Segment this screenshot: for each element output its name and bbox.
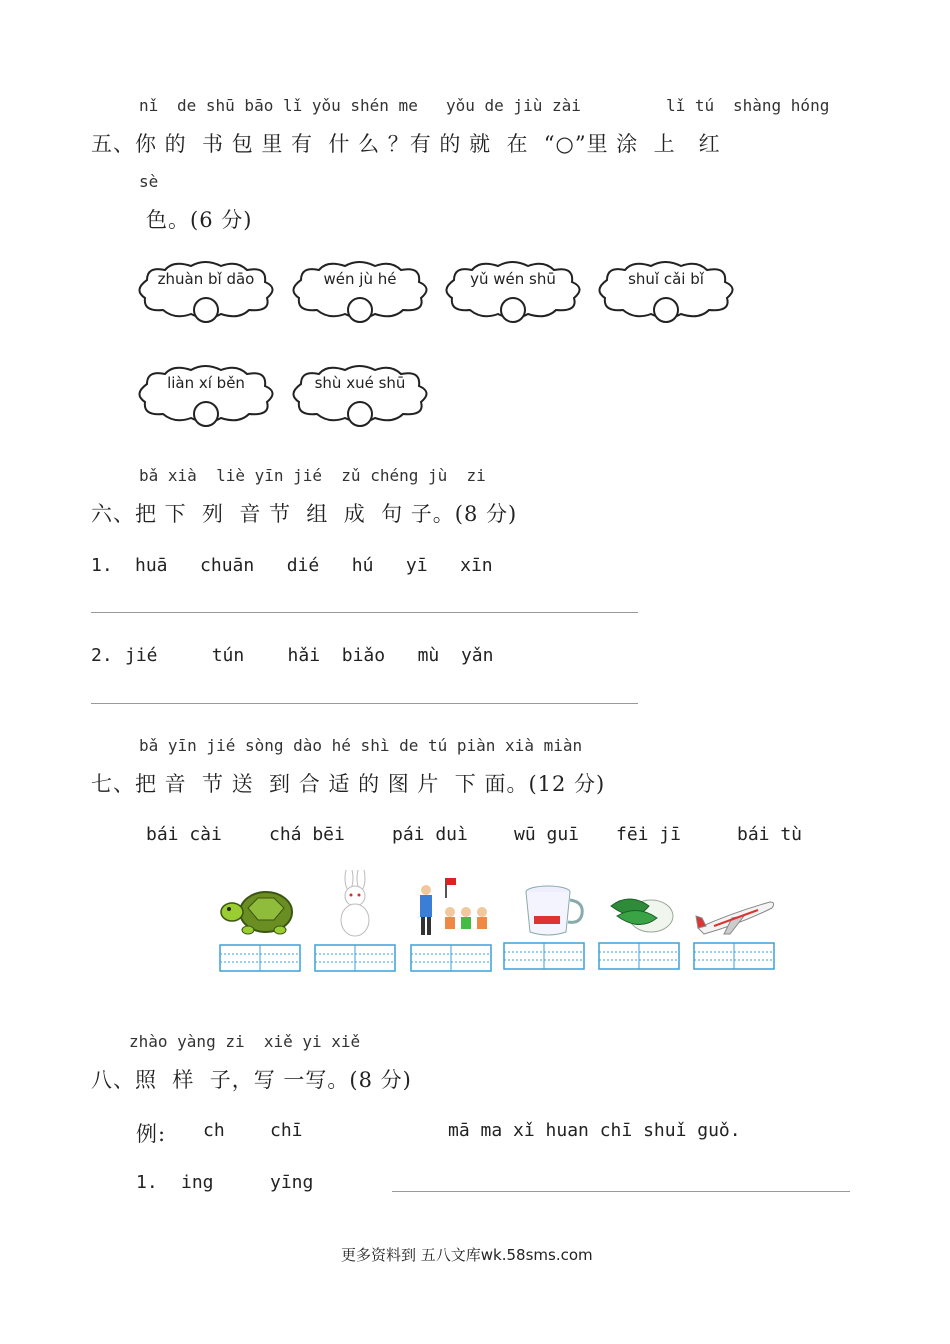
answer-grid-6[interactable] bbox=[693, 942, 773, 970]
q6-item1-number: 1. bbox=[91, 555, 113, 576]
cloud-label: zhuàn bǐ dāo bbox=[157, 270, 255, 288]
q5-pinyin-2: de shū bāo lǐ yǒu shén me bbox=[177, 96, 418, 115]
q6-pinyin: bǎ xià liè yīn jié zǔ chéng jù zi bbox=[139, 466, 486, 485]
cloud-math-book[interactable] bbox=[287, 362, 433, 434]
q7-word-6[interactable]: bái tù bbox=[737, 824, 803, 845]
q8-item1-syllable: yīng bbox=[270, 1172, 314, 1193]
q8-example-sentence: mā ma xǐ huan chī shuǐ guǒ. bbox=[448, 1120, 741, 1141]
q5-pinyin-4: lǐ tú bbox=[666, 96, 715, 115]
q6-item1-answer-line[interactable] bbox=[91, 612, 638, 613]
q5-pinyin-5: shàng hóng bbox=[733, 96, 830, 115]
answer-grid-3[interactable] bbox=[410, 944, 490, 972]
cloud-label: shù xué shū bbox=[314, 374, 406, 392]
cloud-shape bbox=[287, 258, 433, 330]
q6-item2-syllables: jié tún hǎi biǎo mù yǎn bbox=[125, 645, 494, 666]
q7-word-1[interactable]: bái cài bbox=[146, 824, 222, 845]
q8-example-syllable: chī bbox=[270, 1120, 303, 1141]
q7-word-2[interactable]: chá bēi bbox=[269, 824, 345, 845]
q5-pinyin-1: nǐ bbox=[139, 96, 159, 115]
q6-item2-number: 2. bbox=[91, 645, 113, 666]
footer-text: 更多资料到 五八文库wk.58sms.com bbox=[341, 1246, 593, 1264]
cloud-label: liàn xí běn bbox=[167, 374, 245, 392]
q7-pinyin: bǎ yīn jié sòng dào hé shì de tú piàn xià miàn bbox=[139, 736, 583, 755]
line-up-picture bbox=[410, 876, 490, 936]
turtle-picture bbox=[218, 878, 298, 938]
q5-pinyin-line2: sè bbox=[139, 172, 159, 191]
q5-pinyin-3: yǒu de jiù zài bbox=[446, 96, 581, 115]
rabbit-picture bbox=[315, 870, 395, 930]
q5-title-line2: 色。(6 分) bbox=[146, 208, 253, 232]
cloud-chinese-book[interactable] bbox=[440, 258, 586, 330]
cloud-exercise-book[interactable] bbox=[133, 362, 279, 434]
q7-word-5[interactable]: fēi jī bbox=[616, 824, 682, 845]
cabbage-picture bbox=[605, 886, 685, 946]
cloud-watercolor-pen[interactable] bbox=[593, 258, 739, 330]
q7-word-3[interactable]: pái duì bbox=[392, 824, 468, 845]
q8-item1-initial: ing bbox=[181, 1172, 214, 1193]
cloud-label: yǔ wén shū bbox=[470, 270, 556, 288]
cloud-shape bbox=[133, 362, 279, 434]
cloud-shape bbox=[287, 362, 433, 434]
q8-example-initial: ch bbox=[203, 1120, 225, 1141]
q6-item1-syllables: huā chuān dié hú yī xīn bbox=[135, 555, 493, 576]
answer-grid-1[interactable] bbox=[219, 944, 299, 972]
answer-grid-4[interactable] bbox=[503, 942, 583, 970]
cloud-pencil-case[interactable] bbox=[287, 258, 433, 330]
answer-grid-2[interactable] bbox=[314, 944, 394, 972]
q5-title: 五、你 的 书 包 里 有 什 么 ？有 的 就 在 “○”里 涂 上 红 bbox=[91, 132, 721, 156]
cloud-shape bbox=[133, 258, 279, 330]
q8-pinyin: zhào yàng zi xiě yi xiě bbox=[129, 1032, 361, 1051]
cloud-shape bbox=[440, 258, 586, 330]
q7-word-4[interactable]: wū guī bbox=[514, 824, 580, 845]
cloud-label: shuǐ cǎi bǐ bbox=[628, 270, 704, 288]
cloud-stationery-box-pencil-sharpener[interactable] bbox=[133, 258, 279, 330]
answer-grid-5[interactable] bbox=[598, 942, 678, 970]
q6-title: 六、把 下 列 音 节 组 成 句 子。(8 分) bbox=[91, 502, 518, 526]
q8-example-label: 例: bbox=[136, 1122, 167, 1146]
q7-title: 七、把 音 节 送 到 合 适 的 图 片 下 面。(12 分) bbox=[91, 772, 606, 796]
q6-item2-answer-line[interactable] bbox=[91, 703, 638, 704]
q8-title: 八、照 样 子，写 一写。(8 分) bbox=[91, 1068, 412, 1092]
q8-item1-number: 1. bbox=[136, 1172, 158, 1193]
q8-item1-answer-line[interactable] bbox=[392, 1191, 850, 1192]
cup-picture bbox=[512, 882, 592, 942]
cloud-shape bbox=[593, 258, 739, 330]
cloud-label: wén jù hé bbox=[323, 270, 397, 288]
